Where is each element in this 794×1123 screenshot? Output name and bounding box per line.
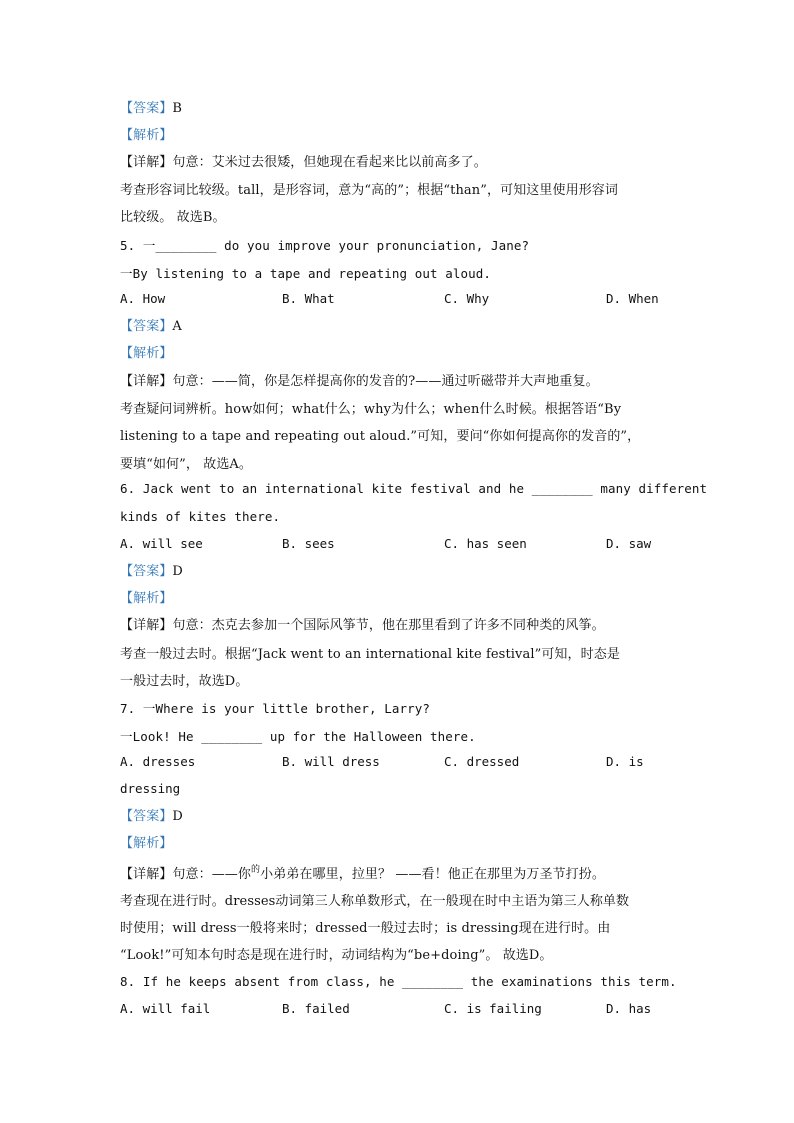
q6-option-c: C. has seen [444,536,527,551]
q5-explanation-line-1: 考查疑问词辨析。how如何；what什么；why为什么；when什么时候。根据答语“By [120,402,622,417]
q5-option-d: D. When [606,291,659,306]
q7-detail-line [120,863,605,882]
q6-detail-line [120,614,605,633]
q7-explanation-line-1: 考查现在进行时。dresses动词第三人称单数形式，在一般现在时中主语为第三人称单数 [120,894,630,909]
q6-answer-line [120,560,183,579]
q7-option-b: B. will dress [282,754,380,769]
q7-analysis-heading [120,832,172,851]
answer-value: D [172,809,183,824]
q7-stem-line-2: 一Look! He ________ up for the Halloween there. [120,729,476,744]
q7-option-d: D. is [606,754,644,769]
detail-superscript-char: 的 [251,865,261,875]
q4-explanation-line-1: 考查形容词比较级。tall，是形容词，意为“高的”；根据“than”，可知这里使用形容词 [120,183,618,198]
detail-tag: 【详解】 [120,155,173,170]
q5-detail-line [120,370,599,389]
analysis-tag: 【解析】 [120,346,173,361]
q8-option-d: D. has [606,1001,652,1016]
q8-stem-line-1: 8. If he keeps absent from class, he ________ the examinations this term. [120,974,677,989]
q5-answer-line [120,315,182,334]
q4-explanation-line-2: 比较级。 故选B。 [120,210,226,225]
q7-explanation-line-2: 时使用；will dress一般将来时；dressed一般过去时；is dressing现在进行时。由 [120,921,611,936]
q4-analysis-heading [120,124,172,143]
detail-tag: 【详解】 [120,618,173,633]
q6-option-b: B. sees [282,536,335,551]
q7-stem-line-1: 7. 一Where is your little brother, Larry? [120,701,430,716]
detail-text: 句意：——简，你是怎样提高你的发音的?——通过听磁带并大声地重复。 [172,374,599,389]
q7-option-c: C. dressed [444,754,520,769]
q5-option-a: A. How [120,291,166,306]
detail-text: 句意：艾米过去很矮，但她现在看起来比以前高多了。 [172,155,487,170]
answer-tag: 【答案】 [120,319,173,334]
answer-value: A [172,319,182,334]
detail-tag: 【详解】 [120,867,173,882]
answer-tag: 【答案】 [120,809,173,824]
answer-tag: 【答案】 [120,101,173,116]
answer-tag: 【答案】 [120,564,173,579]
q5-stem-line-1: 5. 一________ do you improve your pronunciation, Jane? [120,238,530,253]
q6-option-d: D. saw [606,536,652,551]
q5-stem-line-2: 一By listening to a tape and repeating out aloud. [120,266,492,281]
q8-option-b: B. failed [282,1001,350,1016]
q4-answer-line [120,97,182,116]
q6-explanation-line-2: 一般过去时，故选D。 [120,674,249,689]
q7-explanation-line-3: “Look!”可知本句时态是现在进行时，动词结构为“be+doing”。 故选D。 [120,948,553,963]
detail-tag: 【详解】 [120,374,173,389]
detail-text-end: 小弟弟在哪里，拉里？ ——看！他正在那里为万圣节打扮。 [260,867,605,882]
q5-option-b: B. What [282,291,335,306]
analysis-tag: 【解析】 [120,836,173,851]
q4-detail-line [120,151,487,170]
q8-option-c: C. is failing [444,1001,542,1016]
q8-option-a: A. will fail [120,1001,211,1016]
q5-explanation-line-2: listening to a tape and repeating out aloud.”可知，要问“你如何提高你的发音的”， [120,429,641,444]
q6-analysis-heading [120,587,172,606]
analysis-tag: 【解析】 [120,128,173,143]
detail-text-start: 句意：——你 [172,867,252,882]
q7-option-a: A. dresses [120,754,196,769]
q5-option-c: C. Why [444,291,490,306]
q6-explanation-line-1: 考查一般过去时。根据“Jack went to an international kite festival”可知，时态是 [120,647,620,662]
q5-analysis-heading [120,342,172,361]
q6-stem-line-2: kinds of kites there. [120,509,281,524]
answer-value: B [172,101,183,116]
q7-option-d-wrap: dressing [120,781,181,796]
q5-explanation-line-3: 要填“如何”， 故选A。 [120,457,253,472]
q6-option-a: A. will see [120,536,203,551]
answer-value: D [172,564,183,579]
analysis-tag: 【解析】 [120,591,173,606]
q7-answer-line [120,805,183,824]
detail-text: 句意：杰克去参加一个国际风筝节，他在那里看到了许多不同种类的风筝。 [172,618,605,633]
q6-stem-line-1: 6. Jack went to an international kite festival and he ________ many different [120,481,708,496]
